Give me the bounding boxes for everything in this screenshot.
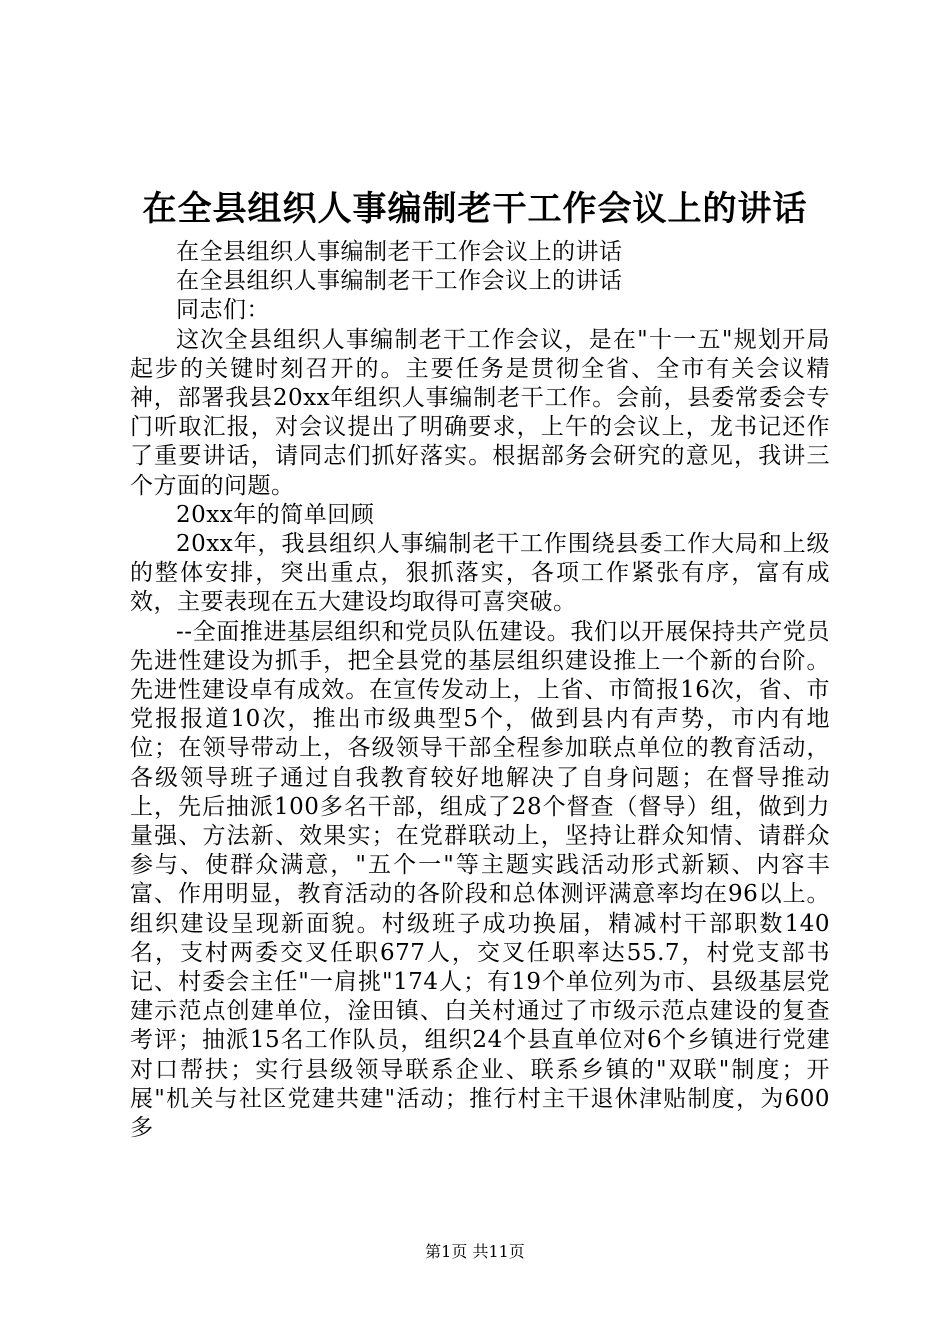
document-title: 在全县组织人事编制老干工作会议上的讲话 bbox=[142, 189, 808, 229]
paragraph-intro: 这次全县组织人事编制老干工作会议，是在"十一五"规划开局起步的关键时刻召开的。主要任务是贯彻全省、全市有关会议精神，部署我县20xx年组织人事编制老干工作。会前，县委常委会专门听取汇报，对会议提出了明确要求，上午的会议上，龙书记还作了重要讲话，请同志们抓好落实。根据部务会研究的意见，我讲三个方面的问题。 bbox=[130, 326, 830, 499]
page-footer: 第1页 共11页 bbox=[425, 1242, 525, 1261]
paragraph-subtitle-1: 在全县组织人事编制老干工作会议上的讲话 bbox=[176, 239, 623, 265]
paragraph-salutation: 同志们： bbox=[176, 297, 270, 324]
paragraph-review: 20xx年，我县组织人事编制老干工作围绕县委工作大局和上级的整体安排，突出重点，狠抓落实，各项工作紧张有序，富有成效，主要表现在五大建设均取得可喜突破。 bbox=[130, 531, 830, 616]
document-body bbox=[130, 238, 830, 1143]
paragraph-grassroots: --全面推进基层组织和党员队伍建设。我们以开展保持共产党员先进性建设为抓手，把全县党的基层组织建设推上一个新的台阶。先进性建设卓有成效。在宣传发动上，上省、市简报16次，省、市党报报道10次，推出市级典型5个，做到县内有声势，市内有地位；在领导带动上，各级领导干部全程参加联点单位的教育活动，各级领导班子通过自我教育较好地解决了自身问题；在督导推动上，先后抽派100多名干部，组成了28个督查（督导）组，做到力量强、方法新、效果实；在党群联动上，坚持让群众知情、请群众参与、使群众满意，"五个一"等主题实践活动形式新颖、内容丰富、作用明显，教育活动的各阶段和总体测评满意率均在96以上。组织建设呈现新面貌。村级班子成功换届，精减村干部职数140名，支村两委交叉任职677人，交叉任职率达55.7，村党支部书记、村委会主任"一肩挑"174人；有19个单位列为市、县级基层党建示范点创建单位，淦田镇、白关村通过了市级示范点建设的复查考评；抽派15名工作队员，组织24个县直单位对6个乡镇进行党建对口帮扶；实行县级领导联系企业、联系乡镇的"双联"制度；开展"机关与社区党建共建"活动；推行村主干退休津贴制度，为600多 bbox=[130, 618, 830, 1142]
paragraph-subtitle-2: 在全县组织人事编制老干工作会议上的讲话 bbox=[176, 268, 623, 295]
section-heading: 20xx年的简单回顾 bbox=[176, 501, 375, 528]
